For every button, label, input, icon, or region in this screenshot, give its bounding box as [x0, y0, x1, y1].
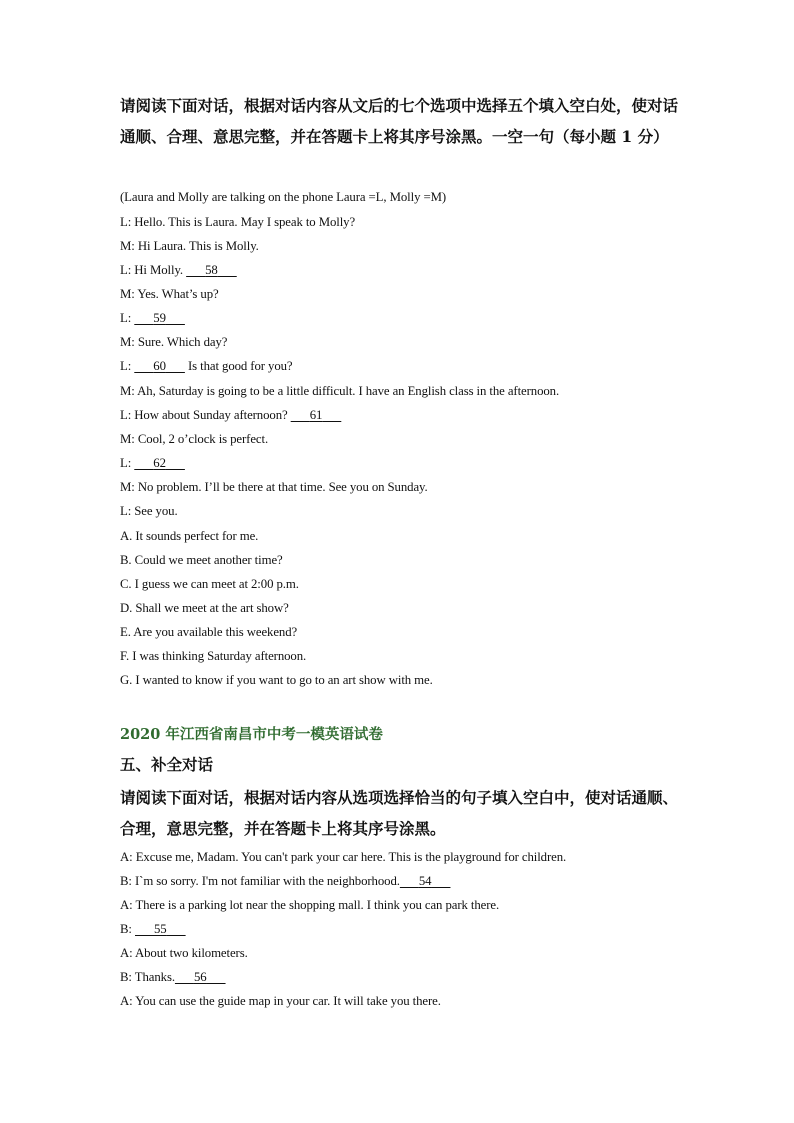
dialogue-text: Is that good for you? — [184, 359, 293, 373]
dialogue-line: M: No problem. I’ll be there at that time. See you on Sunday. — [120, 480, 428, 494]
answer-blank[interactable]: 59 — [153, 311, 166, 325]
answer-blank[interactable]: 54 — [418, 874, 432, 888]
dialogue-text: B: Thanks. — [120, 970, 175, 984]
dialogue-line: L: Hello. This is Laura. May I speak to Molly? — [120, 215, 356, 229]
option-d: D. Shall we meet at the art show? — [120, 601, 289, 615]
answer-blank[interactable]: 60 — [153, 359, 166, 373]
option-e: E. Are you available this weekend? — [120, 625, 298, 639]
option-b: B. Could we meet another time? — [120, 553, 283, 567]
dialogue-line — [120, 310, 185, 326]
exam-source-title: 2020 年江西省南昌市中考一模英语试卷 — [120, 726, 383, 743]
dialogue-line: M: Yes. What’s up? — [120, 287, 219, 301]
dialogue-text: L: — [120, 359, 135, 373]
dialogue-line — [120, 358, 293, 374]
dialogue-line — [120, 969, 226, 985]
answer-blank[interactable]: 61 — [309, 408, 323, 422]
answer-blank[interactable]: 56 — [193, 970, 207, 984]
dialogue-line — [120, 873, 450, 889]
dialogue-text: L: — [120, 456, 135, 470]
answer-blank[interactable]: 62 — [153, 456, 166, 470]
dialogue-line: M: Ah, Saturday is going to be a little difficult. I have an English class in the afternoon. — [120, 384, 560, 398]
answer-blank[interactable]: 55 — [154, 922, 167, 936]
option-c: C. I guess we can meet at 2:00 p.m. — [120, 577, 299, 591]
section-heading: 五、补全对话 — [120, 755, 214, 774]
dialogue-text: B: — [120, 922, 135, 936]
dialogue-line: M: Sure. Which day? — [120, 335, 228, 349]
part2-instruction: 请阅读下面对话，根据对话内容从选项选择恰当的句子填入空白中，使对话通顺、合理，意思完整，并在答题卡上将其序号涂黑。 — [120, 788, 679, 838]
dialogue-text: B: I`m so sorry. I'm not familiar with the neighborhood. — [120, 874, 400, 888]
dialogue-text: L: Hi Molly. — [120, 263, 187, 277]
dialogue-line: A: There is a parking lot near the shopping mall. I think you can park there. — [120, 898, 500, 912]
dialogue-line: A: About two kilometers. — [120, 946, 248, 960]
dialogue-line: M: Hi Laura. This is Molly. — [120, 239, 259, 253]
dialogue-line: M: Cool, 2 o’clock is perfect. — [120, 432, 269, 446]
dialogue-line — [120, 921, 186, 937]
dialogue-line: A: You can use the guide map in your car. It will take you there. — [120, 994, 441, 1008]
option-f: F. I was thinking Saturday afternoon. — [120, 649, 307, 663]
part1-context: (Laura and Molly are talking on the phone Laura =L, Molly =M) — [120, 190, 447, 204]
part1-instruction: 请阅读下面对话，根据对话内容从文后的七个选项中选择五个填入空白处，使对话通顺、合理、意思完整，并在答题卡上将其序号涂黑。一空一句（每小题 1 分） — [120, 96, 679, 146]
dialogue-text: L: — [120, 311, 135, 325]
dialogue-line — [120, 455, 185, 471]
dialogue-text: L: How about Sunday afternoon? — [120, 408, 291, 422]
dialogue-line — [120, 262, 237, 278]
answer-blank[interactable]: 58 — [205, 263, 218, 277]
option-g: G. I wanted to know if you want to go to an art show with me. — [120, 673, 433, 687]
dialogue-line — [120, 407, 341, 423]
dialogue-line: A: Excuse me, Madam. You can't park your car here. This is the playground for children. — [120, 850, 567, 864]
option-a: A. It sounds perfect for me. — [120, 529, 259, 543]
dialogue-line: L: See you. — [120, 504, 178, 518]
